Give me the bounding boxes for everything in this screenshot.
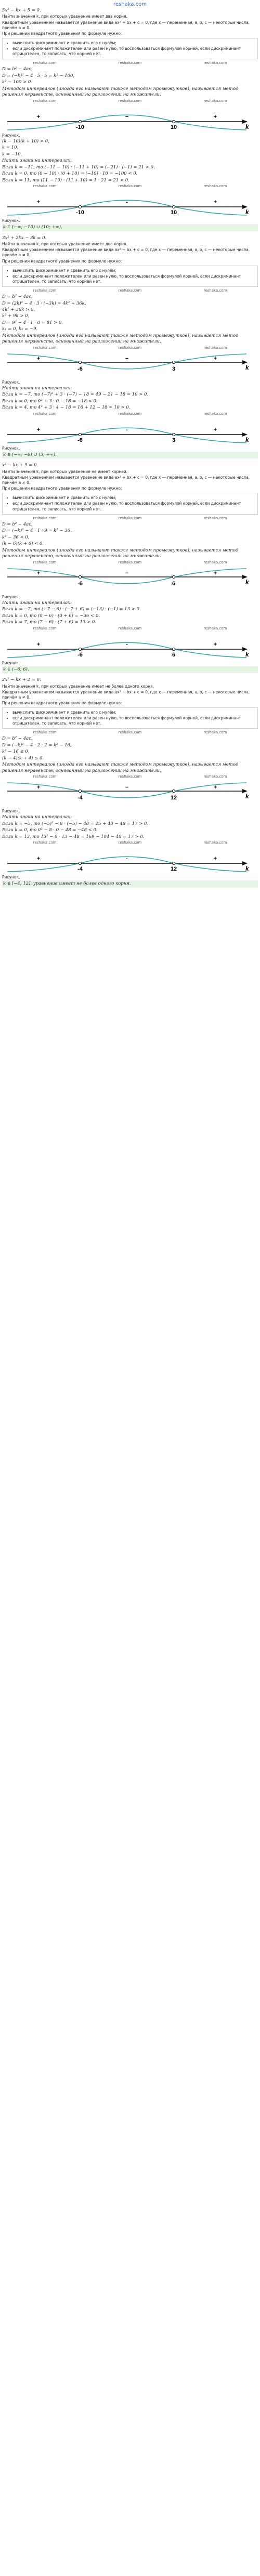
rule-item: • если дискриминант положителен или равен нулю, то воспользоваться формулой корней, если дискриминант отрицателен, то записать, что корней нет. [12,501,255,511]
sign-label: - [126,426,128,433]
watermark-text: reshaka.com [118,184,142,189]
watermark-text: reshaka.com [33,730,57,735]
sign-label: + [36,784,41,791]
sign-label: + [36,570,41,576]
root-point [79,648,81,650]
work-line: Если k = 0, то (0 − 10) · (0 + 10) = (−10) · 10 = −100 < 0. [2,171,138,177]
root-point [172,648,175,650]
watermark-row [2,184,258,189]
variable-label: k [245,123,249,130]
work-line: D = (−k)² − 4 · 2 · 2 = k² − 16, [2,742,72,748]
root-point [79,205,81,208]
work-line: D = (−k)² − 4 · 5 · 5 = k² − 100, [2,73,75,78]
text-line: Найти значения k, при которых уравнение имеет не более одного корня. [2,684,154,689]
picture-label: Рисунок. [2,445,20,451]
sign-label: − [125,355,129,362]
number-line [2,848,252,873]
answer-line: k ∈ [−4; 12], уравнение имеет не более одного корня. [2,880,258,887]
watermark-text: reshaka.com [118,61,142,65]
number-line [2,106,252,131]
text-line: Найти значения k, при которых уравнение имеет два корня. [2,14,127,19]
rule-item: • вычислить дискриминант и сравнить его с нулём; [12,268,255,273]
watermark-row [2,346,258,351]
work-line: k² + 9k > 0, [2,313,30,319]
solution-content [0,8,260,891]
watermark-text: reshaka.com [118,411,142,416]
watermark-row [2,774,258,780]
solution-block [2,677,258,891]
work-line: k² − 36 < 0, [2,534,30,540]
root-label: -4 [77,795,83,801]
work-line: Методом интервалов (иногда его называют также методом промежутков), называется метод решения неравенств, основанный на разложении на множители. [2,762,239,773]
equation-title: 5x² − kx + 5 = 0. [2,8,41,13]
watermark-row [2,61,258,66]
watermark-row [2,288,258,294]
watermark-text: reshaka.com [203,840,227,845]
rule-box [2,707,258,729]
watermark-text: reshaka.com [33,98,57,103]
watermark-row [2,99,258,104]
work-line: Методом интервалов (иногда его называют также методом промежутков), называется метод решения неравенств, основанный на разложении на множители. [2,86,239,98]
root-label: 10 [170,124,177,130]
watermark-text: reshaka.com [118,98,142,103]
watermark-text: reshaka.com [33,345,57,350]
work-line: Найти знаки на интервалах: [2,158,72,164]
work-line: Найти знаки на интервалах: [2,600,72,606]
watermark-text: reshaka.com [203,98,227,103]
watermark-text: reshaka.com [203,61,227,65]
sign-label: - [126,856,128,862]
sign-label: + [213,641,217,648]
rule-item: • вычислить дискриминант и сравнить его с нулём; [12,41,255,46]
root-point [79,575,81,578]
work-line: D = b² − 4ac, [2,294,33,300]
watermark-text: reshaka.com [33,560,57,564]
work-line: Методом интервалов (иногда его называют также методом промежутков), называется метод решения неравенств, основанный на разложении на множители. [2,333,239,345]
variable-label: k [245,793,249,800]
root-label: -10 [76,124,84,130]
text-line: Квадратным уравнением называется уравнение вида ax² + bx + c = 0, где x — переменная, a, b, c — некоторые числа, причём a ≠ 0. [2,247,250,258]
watermark-text: reshaka.com [118,288,142,293]
solution-block [2,235,258,463]
watermark-text: reshaka.com [118,345,142,350]
equation-title: 3x² + 2kx − 3k = 0. [2,235,47,241]
sign-label: − [125,570,129,576]
picture-label: Рисунок. [2,875,20,880]
picture-label: Рисунок. [2,218,20,224]
watermark-text: reshaka.com [118,730,142,735]
sign-label: − [125,113,129,120]
work-line: Если k = −7, то (−7)² + 3 · (−7) − 18 = 49 − 21 − 18 = 10 > 0. [2,392,149,398]
work-line: k = 10, [2,145,19,151]
watermark-text: reshaka.com [33,61,57,65]
watermark-text: reshaka.com [33,411,57,416]
root-label: 6 [172,651,176,658]
work-line: (k − 6)(k + 6) < 0. [2,541,44,547]
work-line: Если k = 11, то (11 − 10) · (11 + 10) = 1 · 21 = 21 > 0. [2,177,129,183]
root-label: 12 [170,795,177,801]
text-line: Квадратным уравнением называется уравнение вида ax² + bx + c = 0, где x — переменная, a, b, c — некоторые числа, причём a ≠ 0. [2,475,250,485]
sign-label: − [125,784,129,791]
root-point [79,361,81,363]
variable-label: k [245,865,249,873]
number-line [2,634,252,659]
work-line: D = (−k)² − 4 · 1 · 9 = k² − 36, [2,528,72,534]
sign-label: + [213,784,217,791]
text-line: Найти значения k, при которых уравнение имеет два корня. [2,242,127,247]
rule-list [5,710,255,726]
sign-label: + [213,570,217,576]
block-spacer [2,674,258,677]
watermark-row [2,626,258,632]
watermark-text: reshaka.com [33,516,57,520]
root-point [172,361,175,363]
root-label: -6 [77,437,83,443]
root-point [79,120,81,123]
rule-item: • если дискриминант положителен или равен нулю, то воспользоваться формулой корней, если дискриминант отрицателен, то записать, что корней нет. [12,716,255,726]
work-line: D = (2k)² − 4 · 3 · (−3k) = 4k² + 36k, [2,300,86,306]
text-line: Найти значения k, при которых уравнение не имеет корней. [2,469,128,474]
work-line: Найти знаки на интервалах: [2,814,72,820]
root-label: -6 [77,651,83,658]
root-point [172,205,175,208]
work-line: D = b² − 4ac, [2,521,33,527]
solution-block [2,8,258,235]
picture-label: Рисунок. [2,379,20,385]
sign-label: + [36,199,41,206]
variable-label: k [245,363,249,371]
rule-box [2,38,258,59]
root-point [172,433,175,436]
root-label: 10 [170,209,177,216]
sign-label: + [36,856,41,862]
watermark-text: reshaka.com [118,626,142,630]
text-line: При решении квадратного уравнения по формуле нужно: [2,258,122,264]
rule-list [5,268,255,284]
root-label: 3 [172,365,176,372]
equation-title: 2x² − kx + 2 = 0. [2,677,41,683]
watermark-text: reshaka.com [203,626,227,630]
root-label: -6 [77,365,83,372]
root-point [79,790,81,793]
variable-label: k [245,436,249,443]
watermark-text: reshaka.com [118,516,142,520]
work-line: 4k² + 36k > 0, [2,307,35,312]
work-line: Если k = −7, то (−7 − 6) · (−7 + 6) = (−13) · (−1) = 13 > 0. [2,607,141,612]
sign-label: + [36,113,41,120]
picture-label: Рисунок. [2,660,20,665]
watermark-text: reshaka.com [203,560,227,564]
root-point [172,862,175,865]
watermark-text: reshaka.com [203,411,227,416]
watermark-text: reshaka.com [203,730,227,735]
answer-line: k ∈ (−∞; −6) ∪ (3; +∞). [2,452,258,458]
watermark-text: reshaka.com [203,774,227,779]
root-point [79,433,81,436]
rule-list [5,41,255,57]
sign-label: + [213,856,217,862]
work-line: Если k = 13, то 13² − 8 · 13 − 48 = 169 − 104 − 48 = 17 > 0. [2,834,145,839]
equation-title: x² − kx + 9 = 0. [2,463,38,468]
watermark-row [2,730,258,735]
work-line: k² − 100 > 0. [2,80,32,85]
answer-line: k ∈ (−∞; −10) ∪ (10; +∞). [2,224,258,231]
work-line: k² − 16 ≤ 0, [2,749,30,755]
root-label: 3 [172,437,176,443]
block-spacer [2,232,258,235]
work-line: Если k = 0, то 0² − 8 · 0 − 48 = −48 < 0. [2,827,98,833]
block-spacer [2,888,258,891]
number-line [2,419,252,444]
watermark-row [2,840,258,846]
watermark-text: reshaka.com [203,184,227,189]
watermark-row [2,560,258,566]
root-point [172,575,175,578]
sign-label: + [213,199,217,206]
work-line: D = b² − 4ac, [2,67,33,72]
variable-label: k [245,578,249,586]
solution-block [2,463,258,677]
root-point [172,120,175,123]
site-header[interactable]: reshaka.com [113,2,147,7]
number-line [2,191,252,216]
sign-label: + [213,355,217,362]
work-line: (k − 4)(k + 4) ≤ 0. [2,755,44,761]
root-label: -6 [77,580,83,587]
work-line: Методом интервалов (иногда его называют также методом промежутков), называется метод решения неравенств, основанный на разложении на множители. [2,547,239,559]
watermark-text: reshaka.com [33,626,57,630]
root-point [172,790,175,793]
watermark-text: reshaka.com [203,345,227,350]
variable-label: k [245,650,249,658]
work-line: Если k = 7, то (7 − 6) · (7 + 6) = 13 > 0. [2,620,96,625]
work-line: k₁ = 0, k₂ = −9. [2,326,38,332]
number-line [2,353,252,378]
variable-label: k [245,208,249,216]
text-line: Квадратным уравнением называется уравнение вида ax² + bx + c = 0, где x — переменная, a, b, c — некоторые числа, причём a ≠ 0. [2,20,250,30]
watermark-text: reshaka.com [203,288,227,293]
root-label: -4 [77,866,83,873]
watermark-text: reshaka.com [33,840,57,845]
rule-list [5,495,255,511]
work-line: Если k = 0, то (0 − 6) · (0 + 6) = −36 < 0. [2,613,100,619]
picture-label: Рисунок. [2,133,20,138]
sign-label: + [213,426,217,433]
root-label: 6 [172,580,176,587]
watermark-text: reshaka.com [33,774,57,779]
sign-label: + [36,426,41,433]
work-line: Если k = 4, то 4² + 3 · 4 − 18 = 16 + 12 − 18 = 10 > 0. [2,405,131,411]
rule-item: • вычислить дискриминант и сравнить его с нулём; [12,710,255,715]
watermark-text: reshaka.com [33,288,57,293]
text-line: Квадратным уравнением называется уравнение вида ax² + bx + c = 0, где x — переменная, a, b, c — некоторые числа, причём a ≠ 0. [2,689,250,700]
rule-item: • если дискриминант положителен или равен нулю, то воспользоваться формулой корней, если дискриминант отрицателен, то записать, что корней нет. [12,274,255,284]
answer-line: k ∈ (−6; 6). [2,666,258,673]
number-line [2,782,252,807]
sign-label: + [36,641,41,648]
sign-label: + [213,113,217,120]
rule-item: • вычислить дискриминант и сравнить его с нулём; [12,495,255,501]
root-label: 12 [170,866,177,873]
sign-label: + [36,355,41,362]
work-line: Найти знаки на интервалах: [2,385,72,391]
block-spacer [2,459,258,462]
watermark-text: reshaka.com [118,560,142,564]
work-line: Если k = 0, то 0² + 3 · 0 − 18 = −18 < 0. [2,398,98,404]
work-line: (k − 10)(k + 10) > 0, [2,138,49,144]
rule-item: • если дискриминант положителен или равен нулю, то воспользоваться формулой корней, если дискриминант отрицателен, то записать, что корней нет. [12,46,255,57]
work-line: Если k = −5, то (−5)² − 8 · (−5) − 48 = 25 + 40 − 48 = 17 > 0. [2,821,149,826]
text-line: При решении квадратного уравнения по формуле нужно: [2,31,122,36]
watermark-text: reshaka.com [118,774,142,779]
root-label: -10 [76,209,84,216]
rule-box [2,266,258,287]
work-line: Если k = −11, то (−11 − 10) · (−11 + 10) = (−21) · (−1) = 21 > 0. [2,164,155,170]
watermark-text: reshaka.com [118,840,142,845]
watermark-row [2,516,258,521]
number-line [2,568,252,593]
root-point [79,862,81,865]
sign-label: - [126,199,128,206]
work-line: D = 9² − 4 · 1 · 0 = 81 > 0, [2,320,63,325]
text-line: При решении квадратного уравнения по формуле нужно: [2,700,122,705]
watermark-text: reshaka.com [203,516,227,520]
text-line: При решении квадратного уравнения по формуле нужно: [2,486,122,491]
watermark-text: reshaka.com [33,184,57,189]
picture-label: Рисунок. [2,594,20,599]
work-line: D = b² − 4ac, [2,736,33,742]
watermark-row [2,412,258,417]
sign-label: - [126,641,128,648]
work-line: k = −10. [2,151,22,157]
picture-label: Рисунок. [2,809,20,814]
rule-box [2,493,258,514]
